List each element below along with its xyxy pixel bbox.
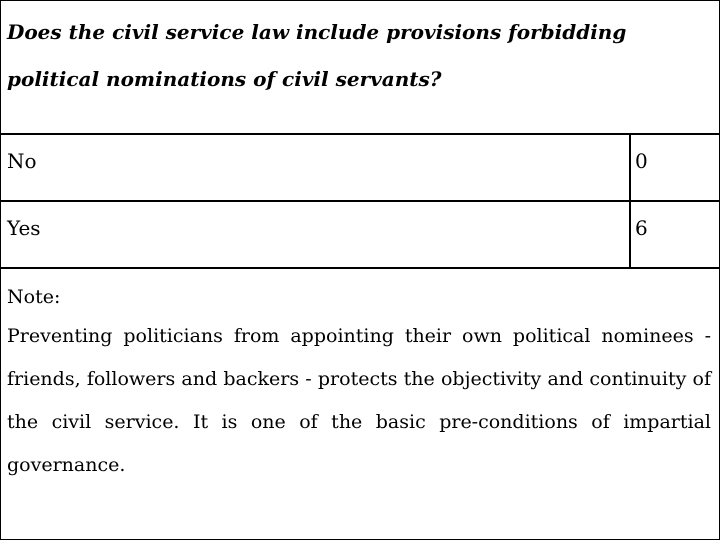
row-value: 0 [629, 135, 719, 200]
question-heading: Does the civil service law include provisions forbidding political nominations of civil servants? [1, 1, 719, 135]
row-value: 6 [629, 202, 719, 267]
row-label: No [7, 149, 37, 173]
note-title: Note: [7, 286, 61, 308]
table-row-no [1, 135, 719, 202]
note-body: Preventing politicians from appointing their own political nominees - friends, followers and backers - protects the objectivity and continuity of the civil service. It is one of the basic pre-conditions of impartial governance. [7, 325, 711, 476]
table-row-yes [1, 202, 719, 269]
note-section [1, 269, 719, 487]
row-label: Yes [7, 216, 41, 240]
